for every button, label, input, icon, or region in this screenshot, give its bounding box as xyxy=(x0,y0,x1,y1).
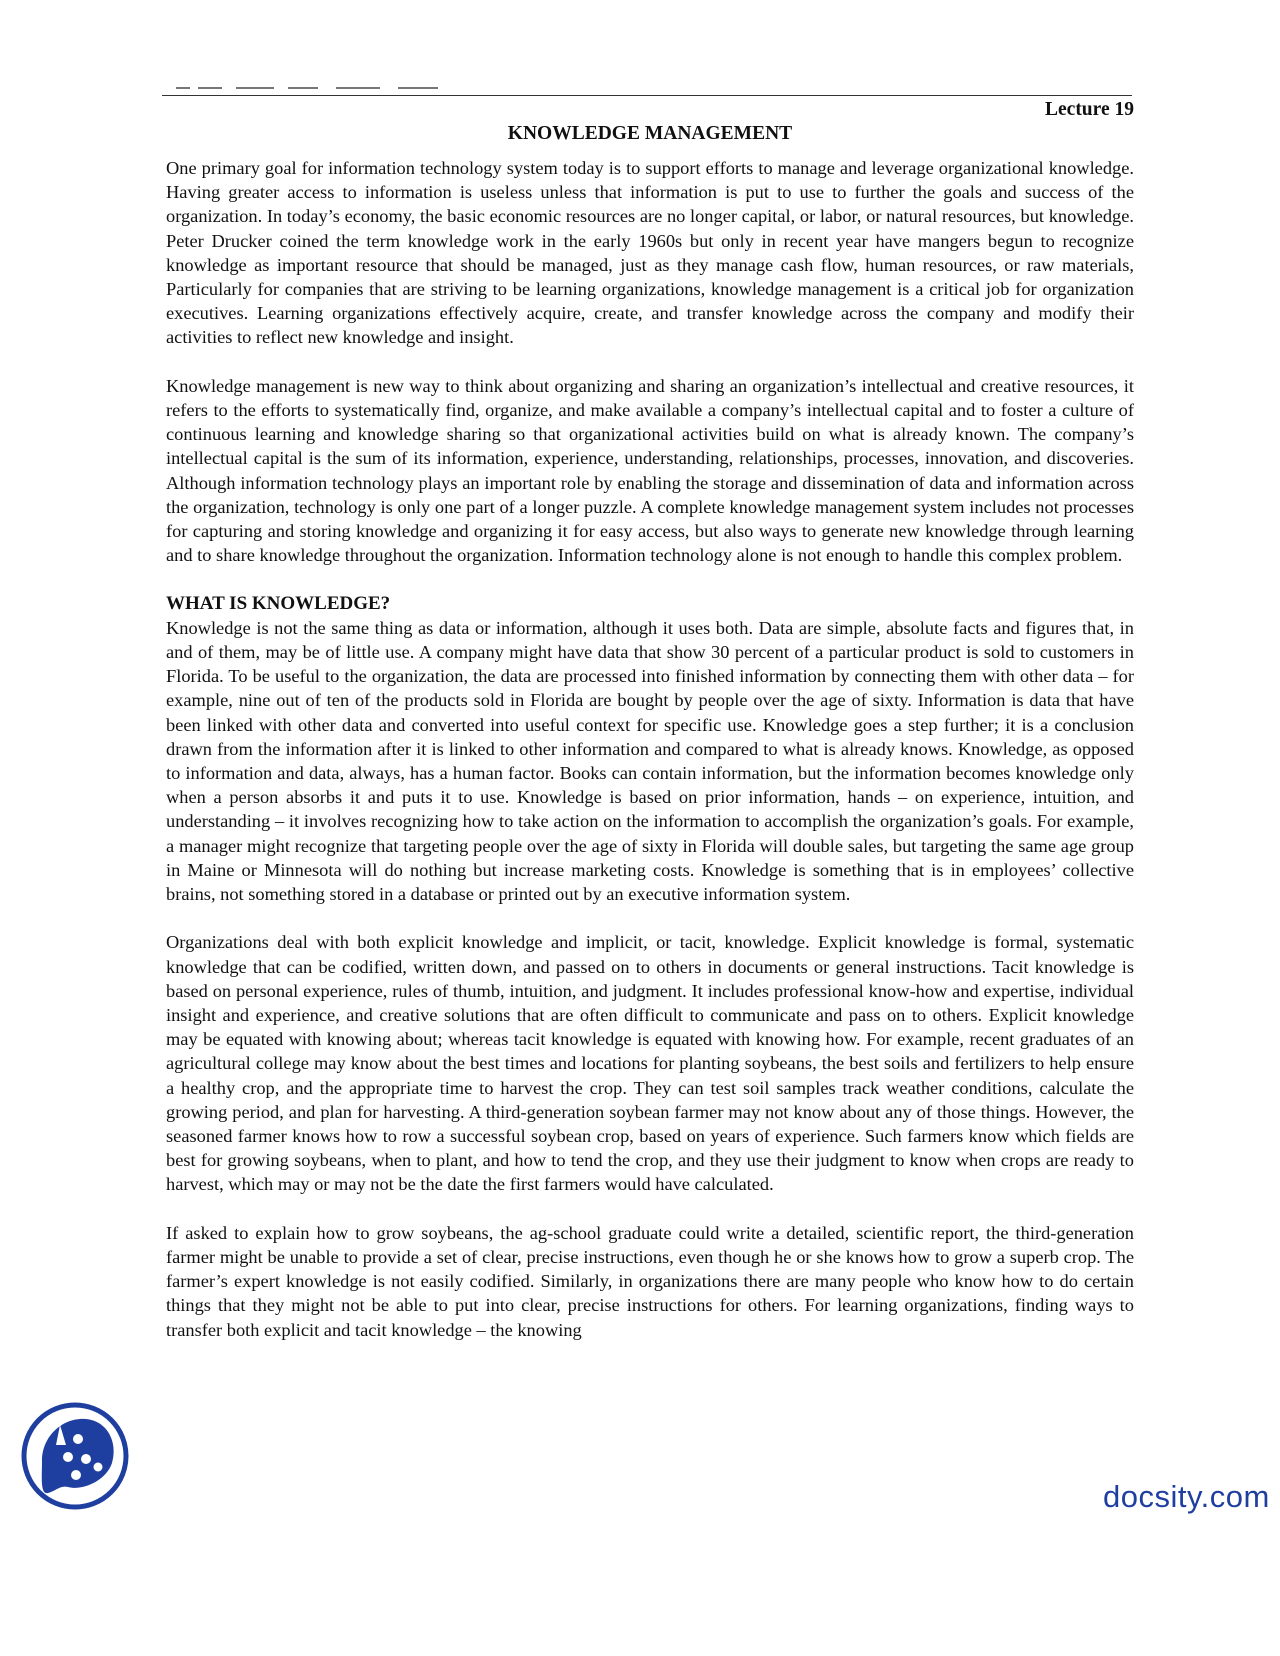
document-page xyxy=(166,98,1134,1366)
section-heading: WHAT IS KNOWLEDGE? xyxy=(166,592,391,614)
docsity-logo-icon xyxy=(20,1401,130,1511)
header-cropped-text xyxy=(176,82,476,92)
header-rule xyxy=(162,95,1132,96)
paragraph-what-is-knowledge: Knowledge is not the same thing as data or information, although it uses both. Data are simple, absolute facts and figures that, in and of them, may be of little use. A company might have data that show 30 percent of a particular product is sold to customers in Florida. To be useful to the organization, the data are processed into finished information by connecting them with other data – for example, nine out of ten of the products sold in Florida are bought by people over the age of sixty. Information is data that have been linked with other data and converted into useful context for specific use. Knowledge goes a step further; it is a conclusion drawn from the information after it is linked to other information and compared to what is already knows. Knowledge, as opposed to information and data, always, has a human factor. Books can contain information, but the information becomes knowledge only when a person absorbs it and puts it to use. Knowledge is based on prior information, hands – on experience, intuition, and understanding – it involves recognizing how to take action on the information to accomplish the organization’s goals. For example, a manager might recognize that targeting people over the age of sixty in Florida will double sales, but targeting the same age group in Maine or Minnesota will do nothing but increase marketing costs. Knowledge is something that is in employees’ collective brains, not something stored in a database or printed out by an executive information system. xyxy=(166,617,1134,905)
lecture-label: Lecture 19 xyxy=(1045,99,1134,120)
paragraph-explicit-tacit: Organizations deal with both explicit knowledge and implicit, or tacit, knowledge. Explicit knowledge is formal, systematic knowledge that can be codified, written down, and passed on to others in documents or general instructions. Tacit knowledge is based on personal experience, rules of thumb, intuition, and judgment. It includes professional know-how and expertise, individual insight and experience, and creative solutions that are often difficult to communicate and pass on to others. Explicit knowledge may be equated with knowing about; whereas tacit knowledge is equated with knowing how. For example, recent graduates of an agricultural college may know about the best times and locations for planting soybeans, the best soils and fertilizers to help ensure a healthy crop, and the appropriate time to harvest the crop. They can test soil samples track weather conditions, calculate the growing period, and plan for harvesting. A third-generation soybean farmer may not know about any of those things. However, the seasoned farmer knows how to row a successful soybean crop, based on years of experience. Such farmers know which fields are best for growing soybeans, when to plant, and how to tend the crop, and they use their judgment to know when crops are ready to harvest, which may or may not be the date the first farmers would have calculated. xyxy=(166,932,1134,1195)
paragraph-soybeans: If asked to explain how to grow soybeans, the ag-school graduate could write a detailed, scientific report, the third-generation farmer might be unable to provide a set of clear, precise instructions, even though he or she knows how to grow a superb crop. The farmer’s expert knowledge is not easily codified. Similarly, in organizations there are many people who know how to do certain things that they might not be able to put into clear, precise instructions for others. For learning organizations, finding ways to transfer both explicit and tacit knowledge – the knowing xyxy=(166,1222,1134,1340)
page-title: KNOWLEDGE MANAGEMENT xyxy=(507,123,793,144)
paragraph-km-definition: Knowledge management is new way to think about organizing and sharing an organization’s intellectual and creative resources, it refers to the efforts to systematically find, organize, and make available a company’s intellectual capital and to foster a culture of continuous learning and knowledge sharing so that organizational activities build on what is already known. The company’s intellectual capital is the sum of its information, experience, understanding, relationships, processes, innovation, and discoveries. Although information technology plays an important role by enabling the storage and dissemination of data and information across the organization, technology is only one part of a longer puzzle. A complete knowledge management system includes not processes for capturing and storing knowledge and organizing it for easy access, but also ways to generate new knowledge through learning and to share knowledge throughout the organization. Information technology alone is not enough to handle this complex problem. xyxy=(166,375,1134,566)
docsity-brand-text: docsity.com xyxy=(1103,1479,1270,1514)
paragraph-intro: One primary goal for information technology system today is to support efforts to manage and leverage organizational knowledge. Having greater access to information is useless unless that information is put to use to further the goals and success of the organization. In today’s economy, the basic economic resources are no longer capital, or labor, or natural resources, but knowledge. Peter Drucker coined the term knowledge work in the early 1960s but only in recent year have mangers begun to recognize knowledge as important resource that should be managed, just as they manage cash flow, human resources, or raw materials, Particularly for companies that are striving to be learning organizations, knowledge management is a critical job for organization executives. Learning organizations effectively acquire, create, and transfer knowledge across the company and modify their activities to reflect new knowledge and insight. xyxy=(166,158,1134,348)
